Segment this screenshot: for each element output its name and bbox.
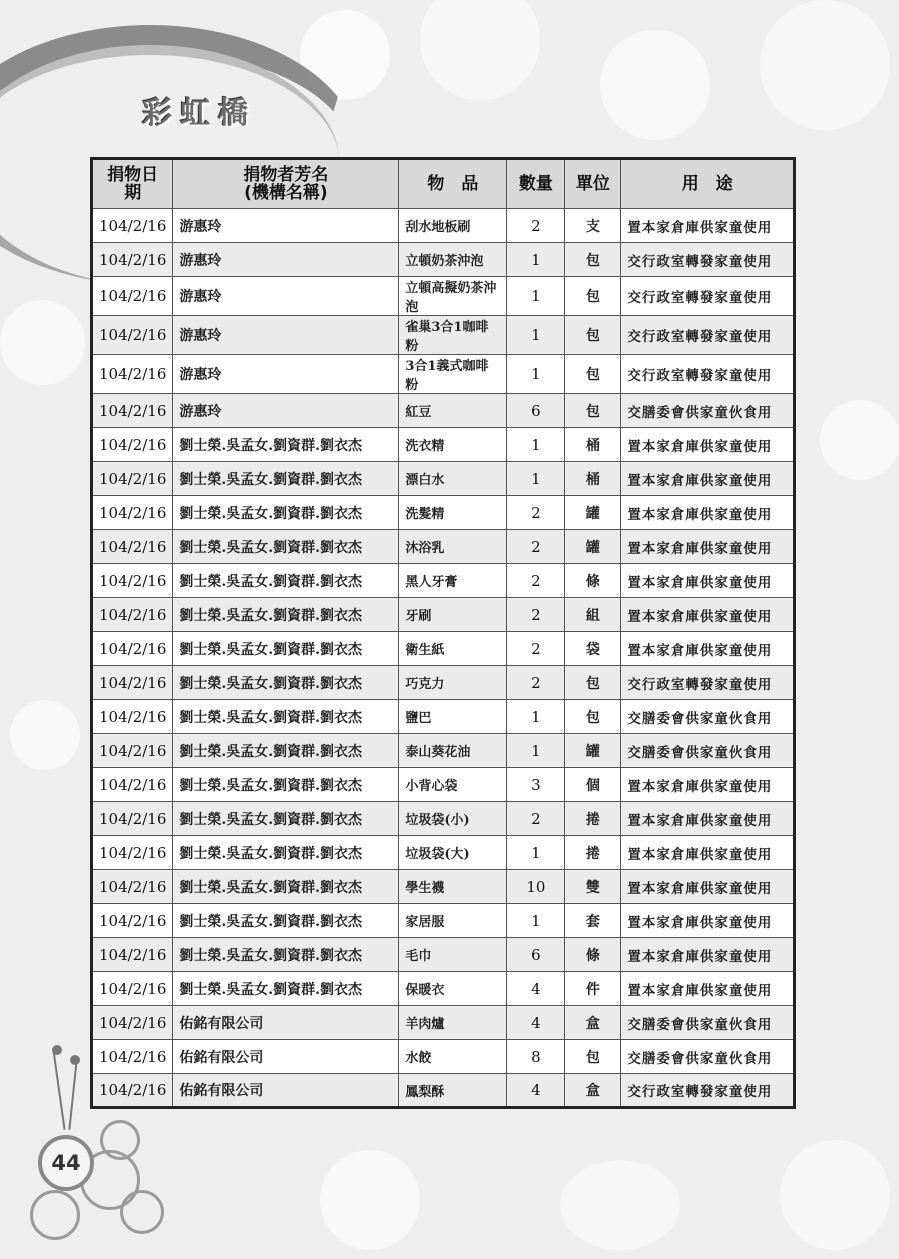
cell-unit: 包 xyxy=(565,700,621,734)
cell-date: 104/2/16 xyxy=(92,209,173,243)
cell-date: 104/2/16 xyxy=(92,462,173,496)
cell-use: 交行政室轉發家童使用 xyxy=(621,316,795,355)
cell-unit: 套 xyxy=(565,904,621,938)
cell-qty: 4 xyxy=(507,1006,565,1040)
table-row xyxy=(92,938,795,972)
table-row xyxy=(92,836,795,870)
cell-use: 置本家倉庫供家童使用 xyxy=(621,836,795,870)
table-row xyxy=(92,802,795,836)
table-body xyxy=(92,209,795,1108)
table-row xyxy=(92,394,795,428)
flower-stem xyxy=(68,1060,77,1130)
donation-table xyxy=(90,157,796,1109)
cell-item: 小背心袋 xyxy=(399,768,507,802)
cell-use: 交膳委會供家童伙食用 xyxy=(621,700,795,734)
cell-date: 104/2/16 xyxy=(92,316,173,355)
cell-item: 鳳梨酥 xyxy=(399,1074,507,1108)
decorative-ring xyxy=(120,1190,164,1234)
cell-item: 泰山葵花油 xyxy=(399,734,507,768)
cell-unit: 包 xyxy=(565,355,621,394)
cell-date: 104/2/16 xyxy=(92,666,173,700)
cell-donor: 劉士榮.吳孟女.劉資群.劉衣杰 xyxy=(173,496,399,530)
cell-donor: 劉士榮.吳孟女.劉資群.劉衣杰 xyxy=(173,700,399,734)
cell-unit: 捲 xyxy=(565,836,621,870)
cell-unit: 個 xyxy=(565,768,621,802)
cell-qty: 2 xyxy=(507,666,565,700)
cell-unit: 罐 xyxy=(565,734,621,768)
cell-use: 交膳委會供家童伙食用 xyxy=(621,394,795,428)
cell-use: 交行政室轉發家童使用 xyxy=(621,277,795,316)
cell-item: 雀巢3合1咖啡粉 xyxy=(399,316,507,355)
cell-item: 沐浴乳 xyxy=(399,530,507,564)
cell-qty: 6 xyxy=(507,938,565,972)
cell-unit: 罐 xyxy=(565,496,621,530)
cell-item: 學生襪 xyxy=(399,870,507,904)
cell-unit: 包 xyxy=(565,394,621,428)
cell-item: 洗衣精 xyxy=(399,428,507,462)
cell-use: 交行政室轉發家童使用 xyxy=(621,243,795,277)
cell-item: 漂白水 xyxy=(399,462,507,496)
cell-qty: 1 xyxy=(507,462,565,496)
cell-qty: 1 xyxy=(507,355,565,394)
cell-donor: 劉士榮.吳孟女.劉資群.劉衣杰 xyxy=(173,768,399,802)
flower-icon xyxy=(70,1055,80,1065)
cell-unit: 盒 xyxy=(565,1074,621,1108)
table-row xyxy=(92,904,795,938)
header-unit: 單位 xyxy=(565,159,621,209)
cell-date: 104/2/16 xyxy=(92,632,173,666)
cell-qty: 3 xyxy=(507,768,565,802)
header-donor xyxy=(173,159,399,209)
cell-use: 置本家倉庫供家童使用 xyxy=(621,768,795,802)
table-row xyxy=(92,243,795,277)
header-item: 物 品 xyxy=(399,159,507,209)
cell-use: 交膳委會供家童伙食用 xyxy=(621,734,795,768)
cell-item: 立頓高擬奶茶沖泡 xyxy=(399,277,507,316)
cell-donor: 游惠玲 xyxy=(173,355,399,394)
cell-date: 104/2/16 xyxy=(92,496,173,530)
cell-donor: 劉士榮.吳孟女.劉資群.劉衣杰 xyxy=(173,904,399,938)
cell-use: 置本家倉庫供家童使用 xyxy=(621,564,795,598)
cell-use: 交行政室轉發家童使用 xyxy=(621,355,795,394)
cell-date: 104/2/16 xyxy=(92,394,173,428)
table-row xyxy=(92,355,795,394)
cell-donor: 游惠玲 xyxy=(173,277,399,316)
cell-item: 立頓奶茶沖泡 xyxy=(399,243,507,277)
cell-use: 交膳委會供家童伙食用 xyxy=(621,1040,795,1074)
cell-donor: 劉士榮.吳孟女.劉資群.劉衣杰 xyxy=(173,938,399,972)
decorative-ring xyxy=(30,1190,80,1240)
cell-qty: 1 xyxy=(507,277,565,316)
table-row xyxy=(92,277,795,316)
table-row xyxy=(92,209,795,243)
bg-bubble xyxy=(820,400,899,480)
cell-unit: 包 xyxy=(565,666,621,700)
cell-donor: 佑銘有限公司 xyxy=(173,1006,399,1040)
cell-date: 104/2/16 xyxy=(92,243,173,277)
cell-unit: 條 xyxy=(565,564,621,598)
cell-date: 104/2/16 xyxy=(92,938,173,972)
cell-qty: 1 xyxy=(507,243,565,277)
cell-unit: 袋 xyxy=(565,632,621,666)
table-row xyxy=(92,316,795,355)
cell-qty: 1 xyxy=(507,428,565,462)
cell-use: 置本家倉庫供家童使用 xyxy=(621,496,795,530)
cell-unit: 桶 xyxy=(565,428,621,462)
cell-item: 鹽巴 xyxy=(399,700,507,734)
cell-qty: 4 xyxy=(507,972,565,1006)
cell-date: 104/2/16 xyxy=(92,734,173,768)
cell-use: 置本家倉庫供家童使用 xyxy=(621,428,795,462)
cell-donor: 劉士榮.吳孟女.劉資群.劉衣杰 xyxy=(173,802,399,836)
cell-unit: 捲 xyxy=(565,802,621,836)
cell-item: 牙刷 xyxy=(399,598,507,632)
cell-qty: 1 xyxy=(507,700,565,734)
table-row xyxy=(92,1074,795,1108)
cell-qty: 4 xyxy=(507,1074,565,1108)
cell-donor: 劉士榮.吳孟女.劉資群.劉衣杰 xyxy=(173,598,399,632)
cell-unit: 雙 xyxy=(565,870,621,904)
cell-unit: 包 xyxy=(565,1040,621,1074)
cell-item: 紅豆 xyxy=(399,394,507,428)
table-header-row xyxy=(92,159,795,209)
cell-item: 垃圾袋(大) xyxy=(399,836,507,870)
cell-use: 置本家倉庫供家童使用 xyxy=(621,904,795,938)
cell-donor: 游惠玲 xyxy=(173,316,399,355)
table-row xyxy=(92,972,795,1006)
cell-donor: 劉士榮.吳孟女.劉資群.劉衣杰 xyxy=(173,972,399,1006)
cell-donor: 劉士榮.吳孟女.劉資群.劉衣杰 xyxy=(173,530,399,564)
cell-donor: 劉士榮.吳孟女.劉資群.劉衣杰 xyxy=(173,666,399,700)
table-row xyxy=(92,530,795,564)
cell-date: 104/2/16 xyxy=(92,870,173,904)
flower-icon xyxy=(52,1045,62,1055)
cell-unit: 包 xyxy=(565,277,621,316)
cell-donor: 佑銘有限公司 xyxy=(173,1040,399,1074)
table-row xyxy=(92,666,795,700)
cell-use: 置本家倉庫供家童使用 xyxy=(621,632,795,666)
header-date: 捐物日期 xyxy=(92,159,173,209)
cell-unit: 桶 xyxy=(565,462,621,496)
cell-qty: 2 xyxy=(507,209,565,243)
cell-date: 104/2/16 xyxy=(92,564,173,598)
cell-item: 水餃 xyxy=(399,1040,507,1074)
cell-date: 104/2/16 xyxy=(92,836,173,870)
cell-item: 洗髮精 xyxy=(399,496,507,530)
header-donor-line1: 捐物者芳名 xyxy=(243,165,329,185)
cell-item: 刮水地板刷 xyxy=(399,209,507,243)
cell-item: 家居服 xyxy=(399,904,507,938)
cell-unit: 罐 xyxy=(565,530,621,564)
cell-date: 104/2/16 xyxy=(92,428,173,462)
cell-unit: 件 xyxy=(565,972,621,1006)
header-donor-line2: (機構名稱) xyxy=(244,183,328,203)
cell-item: 黑人牙膏 xyxy=(399,564,507,598)
table-row xyxy=(92,564,795,598)
cell-date: 104/2/16 xyxy=(92,972,173,1006)
cell-date: 104/2/16 xyxy=(92,1040,173,1074)
bg-bubble xyxy=(760,0,890,130)
table-row xyxy=(92,462,795,496)
cell-use: 置本家倉庫供家童使用 xyxy=(621,462,795,496)
cell-use: 交行政室轉發家童使用 xyxy=(621,666,795,700)
bg-bubble xyxy=(10,700,80,770)
cell-item: 衛生紙 xyxy=(399,632,507,666)
cell-donor: 劉士榮.吳孟女.劉資群.劉衣杰 xyxy=(173,428,399,462)
cell-use: 置本家倉庫供家童使用 xyxy=(621,598,795,632)
table-row xyxy=(92,1006,795,1040)
cell-donor: 劉士榮.吳孟女.劉資群.劉衣杰 xyxy=(173,734,399,768)
table-row xyxy=(92,1040,795,1074)
page-number: 44 xyxy=(38,1135,94,1191)
cell-donor: 劉士榮.吳孟女.劉資群.劉衣杰 xyxy=(173,462,399,496)
cell-use: 交行政室轉發家童使用 xyxy=(621,1074,795,1108)
table-row xyxy=(92,768,795,802)
cell-unit: 盒 xyxy=(565,1006,621,1040)
cell-unit: 組 xyxy=(565,598,621,632)
header-use: 用 途 xyxy=(621,159,795,209)
cell-donor: 游惠玲 xyxy=(173,243,399,277)
cell-date: 104/2/16 xyxy=(92,355,173,394)
cell-donor: 佑銘有限公司 xyxy=(173,1074,399,1108)
cell-unit: 支 xyxy=(565,209,621,243)
cell-qty: 1 xyxy=(507,836,565,870)
cell-qty: 2 xyxy=(507,496,565,530)
table-row xyxy=(92,870,795,904)
cell-qty: 2 xyxy=(507,564,565,598)
cell-date: 104/2/16 xyxy=(92,598,173,632)
table-row xyxy=(92,496,795,530)
cell-qty: 2 xyxy=(507,802,565,836)
cell-donor: 劉士榮.吳孟女.劉資群.劉衣杰 xyxy=(173,564,399,598)
table-row xyxy=(92,632,795,666)
bg-bubble xyxy=(320,1150,420,1250)
cell-unit: 包 xyxy=(565,316,621,355)
bg-bubble xyxy=(780,1140,890,1250)
cell-item: 垃圾袋(小) xyxy=(399,802,507,836)
bg-bubble xyxy=(560,1160,680,1250)
cell-item: 毛巾 xyxy=(399,938,507,972)
table-row xyxy=(92,598,795,632)
cell-use: 置本家倉庫供家童使用 xyxy=(621,870,795,904)
cell-qty: 1 xyxy=(507,904,565,938)
cell-donor: 游惠玲 xyxy=(173,394,399,428)
brand-title: 彩虹橋 xyxy=(142,96,256,131)
cell-qty: 2 xyxy=(507,530,565,564)
cell-use: 交膳委會供家童伙食用 xyxy=(621,1006,795,1040)
cell-item: 3合1義式咖啡粉 xyxy=(399,355,507,394)
cell-qty: 2 xyxy=(507,598,565,632)
cell-date: 104/2/16 xyxy=(92,768,173,802)
cell-qty: 8 xyxy=(507,1040,565,1074)
decorative-ring xyxy=(100,1120,140,1160)
cell-date: 104/2/16 xyxy=(92,904,173,938)
cell-use: 置本家倉庫供家童使用 xyxy=(621,209,795,243)
cell-donor: 劉士榮.吳孟女.劉資群.劉衣杰 xyxy=(173,836,399,870)
bg-bubble xyxy=(0,300,85,385)
cell-date: 104/2/16 xyxy=(92,530,173,564)
cell-item: 羊肉爐 xyxy=(399,1006,507,1040)
cell-qty: 6 xyxy=(507,394,565,428)
flower-stem xyxy=(52,1050,65,1129)
cell-use: 置本家倉庫供家童使用 xyxy=(621,972,795,1006)
cell-unit: 包 xyxy=(565,243,621,277)
cell-donor: 劉士榮.吳孟女.劉資群.劉衣杰 xyxy=(173,870,399,904)
cell-qty: 10 xyxy=(507,870,565,904)
bg-bubble xyxy=(420,0,540,100)
cell-use: 置本家倉庫供家童使用 xyxy=(621,938,795,972)
cell-donor: 游惠玲 xyxy=(173,209,399,243)
cell-donor: 劉士榮.吳孟女.劉資群.劉衣杰 xyxy=(173,632,399,666)
cell-use: 置本家倉庫供家童使用 xyxy=(621,530,795,564)
cell-date: 104/2/16 xyxy=(92,700,173,734)
cell-date: 104/2/16 xyxy=(92,1074,173,1108)
cell-unit: 條 xyxy=(565,938,621,972)
table-row xyxy=(92,700,795,734)
header-qty: 數量 xyxy=(507,159,565,209)
cell-date: 104/2/16 xyxy=(92,277,173,316)
cell-date: 104/2/16 xyxy=(92,1006,173,1040)
cell-qty: 2 xyxy=(507,632,565,666)
cell-use: 置本家倉庫供家童使用 xyxy=(621,802,795,836)
cell-item: 巧克力 xyxy=(399,666,507,700)
cell-date: 104/2/16 xyxy=(92,802,173,836)
cell-qty: 1 xyxy=(507,316,565,355)
cell-item: 保暖衣 xyxy=(399,972,507,1006)
bg-bubble xyxy=(600,30,710,140)
table-row xyxy=(92,734,795,768)
table-row xyxy=(92,428,795,462)
cell-qty: 1 xyxy=(507,734,565,768)
